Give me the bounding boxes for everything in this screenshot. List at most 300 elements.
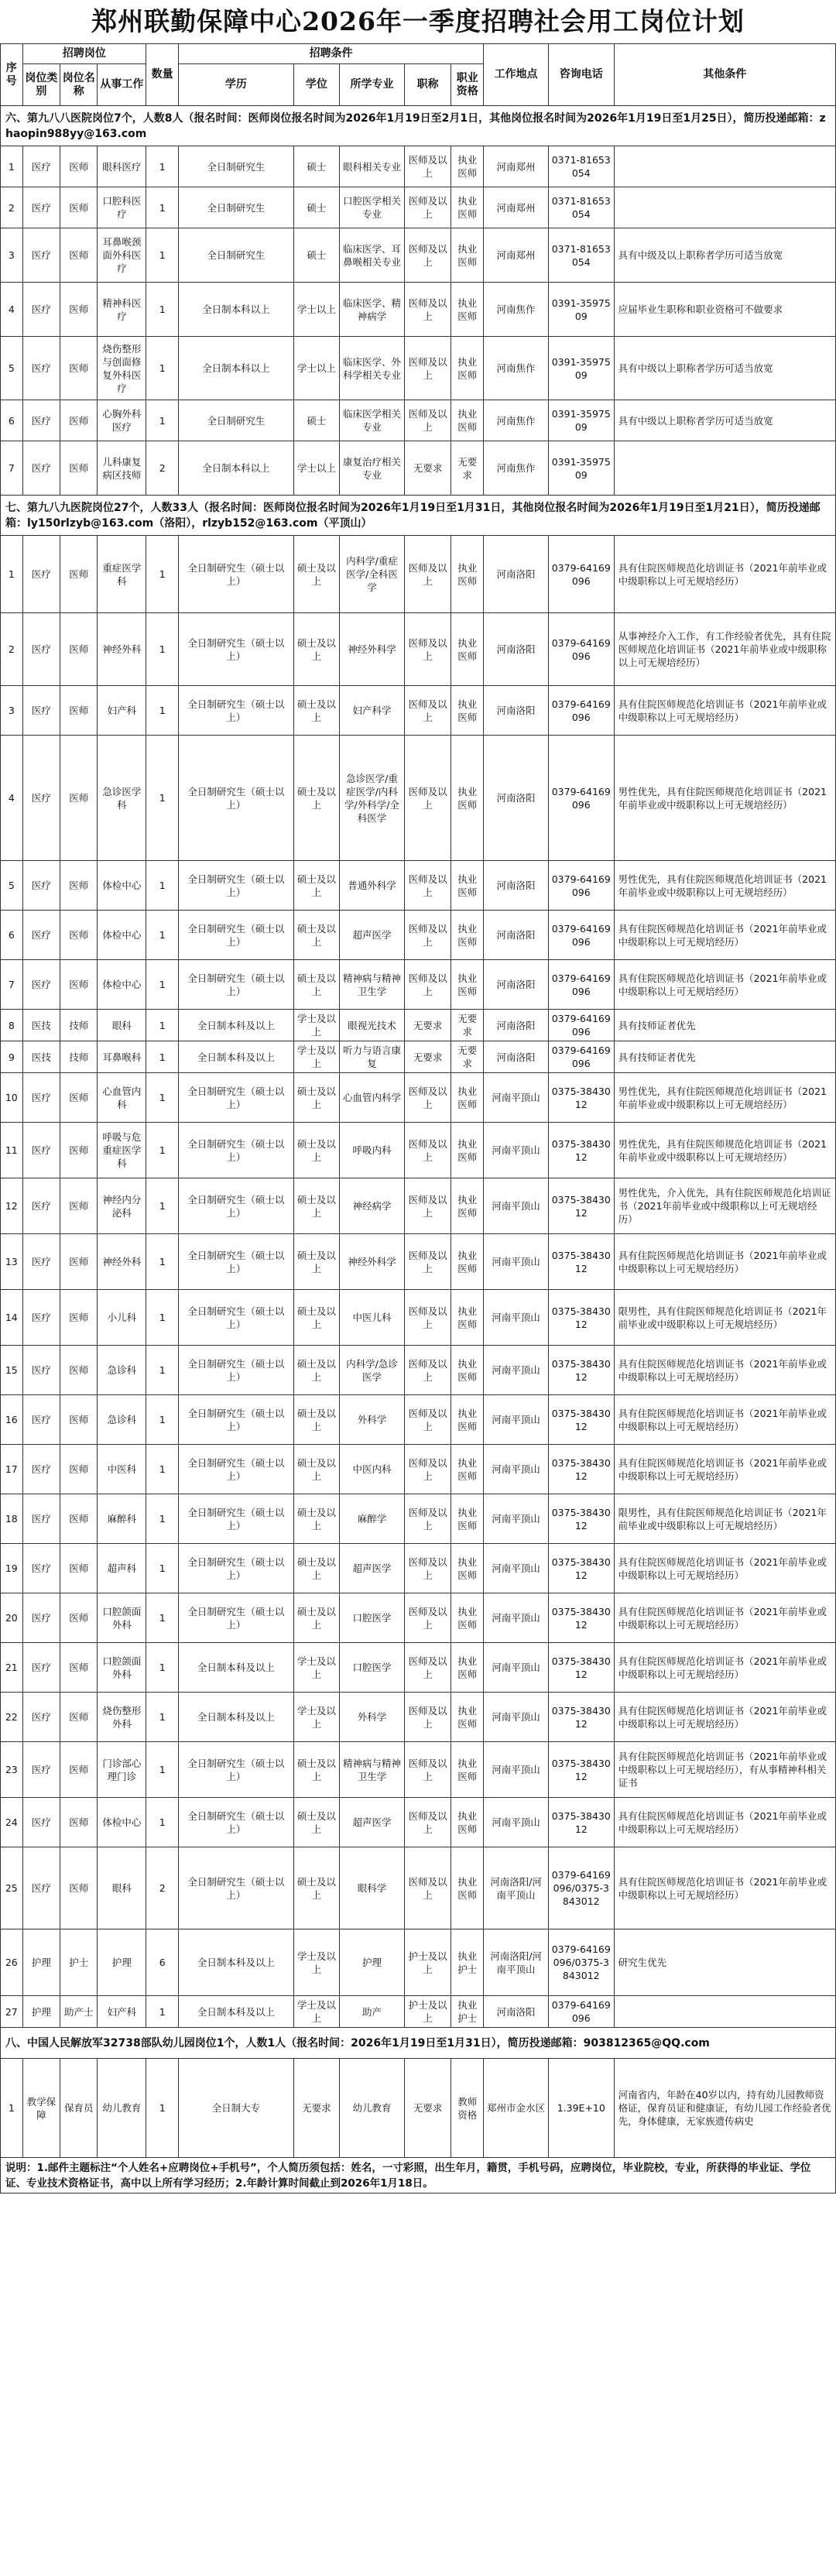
cell-work-type: 急诊科 bbox=[98, 1395, 146, 1445]
table-row bbox=[1, 2059, 836, 2158]
table-row bbox=[1, 1996, 836, 2028]
cell-category: 医疗 bbox=[22, 1178, 60, 1234]
cell-education: 全日制研究生（硕士以上） bbox=[179, 686, 294, 736]
cell-title: 医师及以上 bbox=[404, 1395, 451, 1445]
cell-work-type: 神经外科 bbox=[98, 1234, 146, 1290]
cell-work-type: 体检中心 bbox=[98, 861, 146, 911]
cell-degree: 学士以上 bbox=[293, 441, 339, 496]
cell-seq: 1 bbox=[1, 2059, 23, 2158]
cell-education: 全日制研究生（硕士以上） bbox=[179, 1593, 294, 1643]
cell-count: 1 bbox=[146, 1593, 179, 1643]
cell-degree: 硕士及以上 bbox=[293, 736, 339, 861]
cell-major: 普通外科学 bbox=[340, 861, 405, 911]
cell-seq: 12 bbox=[1, 1178, 23, 1234]
cell-major: 麻醉学 bbox=[340, 1494, 405, 1544]
cell-category: 医疗 bbox=[22, 1445, 60, 1494]
header-location: 工作地点 bbox=[484, 44, 549, 106]
cell-post-name: 医师 bbox=[60, 187, 98, 228]
cell-education: 全日制研究生 bbox=[179, 400, 294, 441]
cell-location: 河南平顶山 bbox=[484, 1290, 549, 1346]
header-degree: 学位 bbox=[293, 64, 339, 106]
cell-post-name: 医师 bbox=[60, 736, 98, 861]
cell-seq: 5 bbox=[1, 861, 23, 911]
table-row bbox=[1, 400, 836, 441]
cell-major: 神经病学 bbox=[340, 1178, 405, 1234]
cell-seq: 7 bbox=[1, 960, 23, 1010]
cell-degree: 学士及以上 bbox=[293, 1643, 339, 1693]
cell-category: 医疗 bbox=[22, 1742, 60, 1798]
cell-degree: 硕士及以上 bbox=[293, 861, 339, 911]
cell-post-name: 保育员 bbox=[60, 2059, 98, 2158]
cell-qualification: 执业医师 bbox=[451, 613, 484, 686]
cell-work-type: 重症医学科 bbox=[98, 536, 146, 613]
cell-location: 河南洛阳 bbox=[484, 1010, 549, 1041]
cell-education: 全日制大专 bbox=[179, 2059, 294, 2158]
cell-other: 具有住院医师规范化培训证书（2021年前毕业或中级职称以上可无规培经历） bbox=[614, 1847, 835, 1929]
cell-location: 河南平顶山 bbox=[484, 1073, 549, 1123]
cell-qualification: 执业护士 bbox=[451, 1929, 484, 1996]
cell-seq: 3 bbox=[1, 228, 23, 283]
cell-category: 护理 bbox=[22, 1929, 60, 1996]
cell-title: 医师及以上 bbox=[404, 1693, 451, 1742]
cell-location: 河南平顶山 bbox=[484, 1798, 549, 1847]
cell-title: 医师及以上 bbox=[404, 1290, 451, 1346]
cell-other: 具有中级及以上职称者学历可适当放宽 bbox=[614, 228, 835, 283]
cell-qualification: 执业医师 bbox=[451, 686, 484, 736]
cell-count: 1 bbox=[146, 1742, 179, 1798]
cell-major: 眼科学 bbox=[340, 1847, 405, 1929]
cell-phone: 0375-3843012 bbox=[548, 1073, 614, 1123]
cell-qualification: 执业医师 bbox=[451, 187, 484, 228]
cell-degree: 学士及以上 bbox=[293, 1996, 339, 2028]
cell-location: 河南平顶山 bbox=[484, 1494, 549, 1544]
cell-qualification: 执业医师 bbox=[451, 1123, 484, 1178]
table-row bbox=[1, 337, 836, 400]
cell-education: 全日制研究生 bbox=[179, 187, 294, 228]
cell-location: 河南焦作 bbox=[484, 283, 549, 337]
cell-qualification: 执业医师 bbox=[451, 1593, 484, 1643]
cell-location: 河南平顶山 bbox=[484, 1178, 549, 1234]
cell-category: 医疗 bbox=[22, 1346, 60, 1395]
cell-qualification: 执业医师 bbox=[451, 1798, 484, 1847]
cell-post-name: 医师 bbox=[60, 400, 98, 441]
header-count: 数量 bbox=[146, 44, 179, 106]
cell-location: 河南洛阳 bbox=[484, 613, 549, 686]
cell-major: 中医儿科 bbox=[340, 1290, 405, 1346]
cell-location: 河南平顶山 bbox=[484, 1445, 549, 1494]
table-row bbox=[1, 1445, 836, 1494]
cell-phone: 0379-64169096 bbox=[548, 960, 614, 1010]
cell-count: 1 bbox=[146, 1395, 179, 1445]
cell-count: 6 bbox=[146, 1929, 179, 1996]
table-row bbox=[1, 1593, 836, 1643]
cell-degree: 硕士及以上 bbox=[293, 1123, 339, 1178]
cell-seq: 15 bbox=[1, 1346, 23, 1395]
cell-seq: 6 bbox=[1, 911, 23, 960]
cell-location: 河南平顶山 bbox=[484, 1643, 549, 1693]
cell-education: 全日制本科以上 bbox=[179, 441, 294, 496]
table-row bbox=[1, 736, 836, 861]
cell-location: 河南洛阳 bbox=[484, 1041, 549, 1073]
cell-seq: 16 bbox=[1, 1395, 23, 1445]
cell-work-type: 耳鼻喉颈面外科医疗 bbox=[98, 228, 146, 283]
cell-degree: 硕士 bbox=[293, 187, 339, 228]
cell-category: 医疗 bbox=[22, 1290, 60, 1346]
cell-other: 具有住院医师规范化培训证书（2021年前毕业或中级职称以上可无规培经历），有从事精神科相关证书 bbox=[614, 1742, 835, 1798]
cell-work-type: 烧伤整形与创面修复外科医疗 bbox=[98, 337, 146, 400]
cell-title: 医师及以上 bbox=[404, 736, 451, 861]
cell-post-name: 医师 bbox=[60, 1290, 98, 1346]
cell-category: 医技 bbox=[22, 1041, 60, 1073]
cell-title: 医师及以上 bbox=[404, 1742, 451, 1798]
header-work-type: 从事工作 bbox=[98, 64, 146, 106]
cell-qualification: 无要求 bbox=[451, 1041, 484, 1073]
cell-count: 1 bbox=[146, 1178, 179, 1234]
cell-post-name: 技师 bbox=[60, 1041, 98, 1073]
cell-phone: 0375-3843012 bbox=[548, 1494, 614, 1544]
cell-phone: 0379-64169096/0375-3843012 bbox=[548, 1847, 614, 1929]
header-conditions: 招聘条件 bbox=[179, 44, 484, 64]
cell-education: 全日制研究生（硕士以上） bbox=[179, 536, 294, 613]
table-row bbox=[1, 911, 836, 960]
cell-major: 口腔医学 bbox=[340, 1593, 405, 1643]
cell-location: 河南平顶山 bbox=[484, 1742, 549, 1798]
cell-category: 医疗 bbox=[22, 1693, 60, 1742]
cell-other: 具有住院医师规范化培训证书（2021年前毕业或中级职称以上可无规培经历） bbox=[614, 1445, 835, 1494]
header-other: 其他条件 bbox=[614, 44, 835, 106]
cell-location: 河南焦作 bbox=[484, 400, 549, 441]
cell-seq: 11 bbox=[1, 1123, 23, 1178]
cell-count: 1 bbox=[146, 187, 179, 228]
cell-degree: 硕士及以上 bbox=[293, 1798, 339, 1847]
cell-post-name: 医师 bbox=[60, 1234, 98, 1290]
cell-title: 医师及以上 bbox=[404, 960, 451, 1010]
cell-major: 听力与语言康复 bbox=[340, 1041, 405, 1073]
cell-title: 医师及以上 bbox=[404, 1643, 451, 1693]
cell-count: 1 bbox=[146, 400, 179, 441]
cell-category: 医疗 bbox=[22, 911, 60, 960]
cell-count: 1 bbox=[146, 1643, 179, 1693]
table-row bbox=[1, 686, 836, 736]
cell-phone: 0375-3843012 bbox=[548, 1395, 614, 1445]
cell-seq: 18 bbox=[1, 1494, 23, 1544]
cell-education: 全日制本科及以上 bbox=[179, 1929, 294, 1996]
cell-post-name: 医师 bbox=[60, 1544, 98, 1593]
cell-title: 医师及以上 bbox=[404, 146, 451, 187]
cell-title: 医师及以上 bbox=[404, 1123, 451, 1178]
cell-degree: 硕士及以上 bbox=[293, 911, 339, 960]
cell-location: 河南洛阳/河南平顶山 bbox=[484, 1847, 549, 1929]
cell-count: 1 bbox=[146, 1346, 179, 1395]
cell-phone: 0391-3597509 bbox=[548, 283, 614, 337]
cell-post-name: 医师 bbox=[60, 1593, 98, 1643]
cell-category: 医疗 bbox=[22, 1643, 60, 1693]
cell-other: 具有中级以上职称者学历可适当放宽 bbox=[614, 400, 835, 441]
cell-category: 医疗 bbox=[22, 1798, 60, 1847]
cell-seq: 17 bbox=[1, 1445, 23, 1494]
cell-other: 应届毕业生职称和职业资格可不做要求 bbox=[614, 283, 835, 337]
cell-education: 全日制研究生（硕士以上） bbox=[179, 1234, 294, 1290]
cell-work-type: 眼科医疗 bbox=[98, 146, 146, 187]
cell-qualification: 执业医师 bbox=[451, 911, 484, 960]
cell-category: 医技 bbox=[22, 1010, 60, 1041]
cell-category: 医疗 bbox=[22, 337, 60, 400]
cell-major: 神经外科学 bbox=[340, 613, 405, 686]
cell-major: 眼视光技术 bbox=[340, 1010, 405, 1041]
cell-other: 具有住院医师规范化培训证书（2021年前毕业或中级职称以上可无规培经历） bbox=[614, 1544, 835, 1593]
cell-other: 具有住院医师规范化培训证书（2021年前毕业或中级职称以上可无规培经历） bbox=[614, 960, 835, 1010]
cell-title: 医师及以上 bbox=[404, 1445, 451, 1494]
cell-work-type: 妇产科 bbox=[98, 686, 146, 736]
cell-major: 妇产科学 bbox=[340, 686, 405, 736]
cell-education: 全日制研究生（硕士以上） bbox=[179, 1445, 294, 1494]
cell-qualification: 执业医师 bbox=[451, 1234, 484, 1290]
table-row bbox=[1, 1494, 836, 1544]
cell-other: 具有住院医师规范化培训证书（2021年前毕业或中级职称以上可无规培经历） bbox=[614, 1693, 835, 1742]
cell-work-type: 精神科医疗 bbox=[98, 283, 146, 337]
cell-other: 河南省内，年龄在40岁以内，持有幼儿园教师资格证，保育员证和健康证，有幼儿园工作经验者优先，身体健康，无家族遗传病史 bbox=[614, 2059, 835, 2158]
cell-post-name: 医师 bbox=[60, 283, 98, 337]
cell-degree: 学士以上 bbox=[293, 283, 339, 337]
cell-seq: 8 bbox=[1, 1010, 23, 1041]
cell-other: 从事神经介入工作，有工作经验者优先，具有住院医师规范化培训证书（2021年前毕业或中级职称以上可无规培经历） bbox=[614, 613, 835, 686]
cell-major: 口腔医学 bbox=[340, 1643, 405, 1693]
cell-post-name: 医师 bbox=[60, 1798, 98, 1847]
cell-category: 医疗 bbox=[22, 1494, 60, 1544]
cell-education: 全日制研究生（硕士以上） bbox=[179, 1544, 294, 1593]
cell-degree: 硕士及以上 bbox=[293, 1234, 339, 1290]
cell-category: 医疗 bbox=[22, 1544, 60, 1593]
table-row bbox=[1, 1544, 836, 1593]
cell-category: 医疗 bbox=[22, 736, 60, 861]
cell-work-type: 超声科 bbox=[98, 1544, 146, 1593]
cell-degree: 硕士及以上 bbox=[293, 686, 339, 736]
cell-count: 1 bbox=[146, 2059, 179, 2158]
cell-phone: 1.39E+10 bbox=[548, 2059, 614, 2158]
table-row bbox=[1, 283, 836, 337]
cell-category: 医疗 bbox=[22, 536, 60, 613]
cell-education: 全日制研究生（硕士以上） bbox=[179, 736, 294, 861]
cell-seq: 6 bbox=[1, 400, 23, 441]
cell-post-name: 护士 bbox=[60, 1929, 98, 1996]
cell-work-type: 护理 bbox=[98, 1929, 146, 1996]
cell-other: 男性优先，具有住院医师规范化培训证书（2021年前毕业或中级职称以上可无规培经历） bbox=[614, 736, 835, 861]
cell-title: 医师及以上 bbox=[404, 1234, 451, 1290]
cell-qualification: 执业医师 bbox=[451, 400, 484, 441]
cell-count: 1 bbox=[146, 1123, 179, 1178]
cell-qualification: 执业医师 bbox=[451, 1643, 484, 1693]
cell-other: 限男性，具有住院医师规范化培训证书（2021年前毕业或中级职称以上可无规培经历） bbox=[614, 1494, 835, 1544]
table-row bbox=[1, 1643, 836, 1693]
cell-degree: 硕士及以上 bbox=[293, 1593, 339, 1643]
cell-count: 1 bbox=[146, 686, 179, 736]
cell-seq: 26 bbox=[1, 1929, 23, 1996]
cell-education: 全日制研究生（硕士以上） bbox=[179, 1742, 294, 1798]
table-row bbox=[1, 861, 836, 911]
cell-degree: 硕士 bbox=[293, 146, 339, 187]
cell-category: 医疗 bbox=[22, 1395, 60, 1445]
cell-location: 河南洛阳 bbox=[484, 536, 549, 613]
cell-education: 全日制研究生（硕士以上） bbox=[179, 1798, 294, 1847]
cell-phone: 0379-64169096 bbox=[548, 861, 614, 911]
cell-title: 医师及以上 bbox=[404, 187, 451, 228]
cell-degree: 硕士及以上 bbox=[293, 1346, 339, 1395]
cell-work-type: 急诊科 bbox=[98, 1346, 146, 1395]
cell-seq: 19 bbox=[1, 1544, 23, 1593]
cell-work-type: 妇产科 bbox=[98, 1996, 146, 2028]
header-post-name: 岗位名称 bbox=[60, 64, 98, 106]
cell-other: 具有中级以上职称者学历可适当放宽 bbox=[614, 337, 835, 400]
cell-work-type: 口腔科医疗 bbox=[98, 187, 146, 228]
cell-post-name: 医师 bbox=[60, 1178, 98, 1234]
cell-phone: 0371-81653054 bbox=[548, 228, 614, 283]
cell-qualification: 执业医师 bbox=[451, 228, 484, 283]
cell-major: 中医内科 bbox=[340, 1445, 405, 1494]
cell-count: 1 bbox=[146, 283, 179, 337]
cell-other: 男性优先，具有住院医师规范化培训证书（2021年前毕业或中级职称以上可无规培经历） bbox=[614, 1123, 835, 1178]
cell-location: 河南平顶山 bbox=[484, 1693, 549, 1742]
cell-education: 全日制研究生（硕士以上） bbox=[179, 1847, 294, 1929]
cell-title: 医师及以上 bbox=[404, 861, 451, 911]
cell-title: 医师及以上 bbox=[404, 283, 451, 337]
cell-location: 河南平顶山 bbox=[484, 1346, 549, 1395]
cell-count: 1 bbox=[146, 1544, 179, 1593]
cell-other: 具有住院医师规范化培训证书（2021年前毕业或中级职称以上可无规培经历） bbox=[614, 1798, 835, 1847]
cell-phone: 0379-64169096 bbox=[548, 613, 614, 686]
cell-phone: 0379-64169096/0375-3843012 bbox=[548, 1929, 614, 1996]
cell-degree: 硕士及以上 bbox=[293, 1073, 339, 1123]
cell-count: 2 bbox=[146, 441, 179, 496]
cell-education: 全日制研究生（硕士以上） bbox=[179, 911, 294, 960]
cell-location: 河南平顶山 bbox=[484, 1544, 549, 1593]
cell-title: 医师及以上 bbox=[404, 1178, 451, 1234]
cell-location: 河南平顶山 bbox=[484, 1395, 549, 1445]
cell-post-name: 医师 bbox=[60, 686, 98, 736]
table-row bbox=[1, 187, 836, 228]
cell-count: 1 bbox=[146, 1073, 179, 1123]
cell-education: 全日制本科及以上 bbox=[179, 1041, 294, 1073]
table-row bbox=[1, 536, 836, 613]
cell-count: 1 bbox=[146, 736, 179, 861]
cell-work-type: 神经外科 bbox=[98, 613, 146, 686]
cell-work-type: 门诊部心理门诊 bbox=[98, 1742, 146, 1798]
cell-other: 具有技师证者优先 bbox=[614, 1041, 835, 1073]
section-header-row bbox=[1, 496, 836, 536]
cell-qualification: 执业医师 bbox=[451, 736, 484, 861]
cell-degree: 硕士及以上 bbox=[293, 1290, 339, 1346]
cell-degree: 硕士 bbox=[293, 228, 339, 283]
cell-seq: 22 bbox=[1, 1693, 23, 1742]
cell-category: 医疗 bbox=[22, 1847, 60, 1929]
cell-other: 研究生优先 bbox=[614, 1929, 835, 1996]
cell-category: 医疗 bbox=[22, 146, 60, 187]
cell-post-name: 医师 bbox=[60, 1346, 98, 1395]
cell-other: 具有住院医师规范化培训证书（2021年前毕业或中级职称以上可无规培经历） bbox=[614, 536, 835, 613]
header-seq: 序号 bbox=[1, 44, 23, 106]
cell-count: 1 bbox=[146, 1290, 179, 1346]
cell-title: 无要求 bbox=[404, 1041, 451, 1073]
cell-category: 医疗 bbox=[22, 1073, 60, 1123]
section-header: 八、中国人民解放军32738部队幼儿园岗位1个，人数1人（报名时间：2026年1月19日至1月31日），简历投递邮箱：903812365@QQ.com bbox=[1, 2028, 836, 2059]
cell-post-name: 医师 bbox=[60, 613, 98, 686]
cell-other: 限男性，具有住院医师规范化培训证书（2021年前毕业或中级职称以上可无规培经历） bbox=[614, 1290, 835, 1346]
cell-qualification: 执业医师 bbox=[451, 1346, 484, 1395]
cell-degree: 硕士及以上 bbox=[293, 1544, 339, 1593]
table-row bbox=[1, 146, 836, 187]
cell-location: 河南洛阳 bbox=[484, 736, 549, 861]
cell-work-type: 眼科 bbox=[98, 1847, 146, 1929]
cell-degree: 学士及以上 bbox=[293, 1041, 339, 1073]
cell-work-type: 体检中心 bbox=[98, 911, 146, 960]
cell-phone: 0375-3843012 bbox=[548, 1445, 614, 1494]
table-row bbox=[1, 441, 836, 496]
cell-major: 呼吸内科 bbox=[340, 1123, 405, 1178]
cell-work-type: 心血管内科 bbox=[98, 1073, 146, 1123]
header-major: 所学专业 bbox=[340, 64, 405, 106]
table-row bbox=[1, 1290, 836, 1346]
cell-major: 助产 bbox=[340, 1996, 405, 2028]
cell-count: 1 bbox=[146, 1996, 179, 2028]
cell-location: 河南焦作 bbox=[484, 441, 549, 496]
cell-education: 全日制研究生（硕士以上） bbox=[179, 861, 294, 911]
cell-title: 医师及以上 bbox=[404, 536, 451, 613]
cell-education: 全日制研究生 bbox=[179, 228, 294, 283]
cell-phone: 0391-3597509 bbox=[548, 337, 614, 400]
cell-work-type: 体检中心 bbox=[98, 1798, 146, 1847]
cell-major: 临床医学、外科学相关专业 bbox=[340, 337, 405, 400]
cell-post-name: 医师 bbox=[60, 1123, 98, 1178]
cell-qualification: 执业医师 bbox=[451, 1178, 484, 1234]
cell-post-name: 技师 bbox=[60, 1010, 98, 1041]
cell-qualification: 无要求 bbox=[451, 441, 484, 496]
cell-phone: 0391-3597509 bbox=[548, 400, 614, 441]
cell-title: 医师及以上 bbox=[404, 1847, 451, 1929]
cell-work-type: 中医科 bbox=[98, 1445, 146, 1494]
cell-education: 全日制研究生（硕士以上） bbox=[179, 1123, 294, 1178]
cell-seq: 7 bbox=[1, 441, 23, 496]
cell-qualification: 教师资格 bbox=[451, 2059, 484, 2158]
cell-degree: 硕士 bbox=[293, 400, 339, 441]
cell-degree: 硕士及以上 bbox=[293, 1445, 339, 1494]
cell-category: 医疗 bbox=[22, 613, 60, 686]
table-row bbox=[1, 960, 836, 1010]
cell-qualification: 执业医师 bbox=[451, 960, 484, 1010]
cell-location: 河南郑州 bbox=[484, 146, 549, 187]
cell-qualification: 执业医师 bbox=[451, 337, 484, 400]
cell-phone: 0379-64169096 bbox=[548, 1996, 614, 2028]
cell-qualification: 无要求 bbox=[451, 1010, 484, 1041]
cell-education: 全日制研究生（硕士以上） bbox=[179, 1290, 294, 1346]
cell-education: 全日制研究生（硕士以上） bbox=[179, 960, 294, 1010]
cell-work-type: 心胸外科医疗 bbox=[98, 400, 146, 441]
cell-title: 护士及以上 bbox=[404, 1996, 451, 2028]
cell-major: 外科学 bbox=[340, 1693, 405, 1742]
cell-education: 全日制研究生（硕士以上） bbox=[179, 613, 294, 686]
cell-post-name: 医师 bbox=[60, 861, 98, 911]
cell-title: 医师及以上 bbox=[404, 686, 451, 736]
cell-other: 男性优先，具有住院医师规范化培训证书（2021年前毕业或中级职称以上可无规培经历） bbox=[614, 1073, 835, 1123]
cell-seq: 9 bbox=[1, 1041, 23, 1073]
cell-phone: 0375-3843012 bbox=[548, 1693, 614, 1742]
cell-post-name: 医师 bbox=[60, 146, 98, 187]
cell-education: 全日制研究生（硕士以上） bbox=[179, 1073, 294, 1123]
cell-education: 全日制本科及以上 bbox=[179, 1693, 294, 1742]
table-row bbox=[1, 1742, 836, 1798]
cell-other bbox=[614, 187, 835, 228]
cell-count: 2 bbox=[146, 1847, 179, 1929]
cell-location: 河南平顶山 bbox=[484, 1234, 549, 1290]
cell-work-type: 眼科 bbox=[98, 1010, 146, 1041]
